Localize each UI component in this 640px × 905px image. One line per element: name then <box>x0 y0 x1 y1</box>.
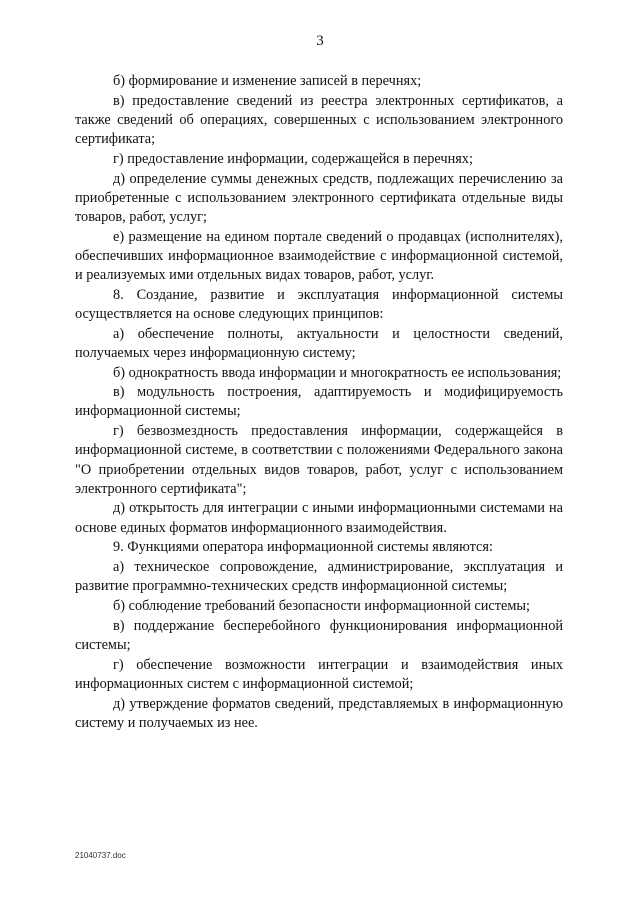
paragraph-14: б) соблюдение требований безопасности информационной системы; <box>113 597 530 614</box>
paragraph-8: б) однократность ввода информации и многократность ее использования; <box>113 364 562 381</box>
paragraph-4: д) определение суммы денежных средств, подлежащих перечислению за приобретенные с использованием электронного сертификата отдельные виды товаров, работ, услуг; <box>75 170 563 225</box>
paragraph-15: в) поддержание бесперебойного функционирования информационной системы; <box>75 617 563 653</box>
paragraph-5: е) размещение на едином портале сведений о продавцах (исполнителях), обеспечивших информационное взаимодействие с информационной системой, и реализуемых ими отдельных видах товаров, работ, услуг. <box>75 228 563 284</box>
paragraph-16: г) обеспечение возможности интеграции и взаимодействия иных информационных систем с информационной системой; <box>75 656 563 692</box>
page-number: 3 <box>316 33 324 49</box>
paragraph-2: в) предоставление сведений из реестра электронных сертификатов, а также сведений об операциях, совершенных с использованием электронного сертификата; <box>75 92 563 148</box>
paragraph-13: а) техническое сопровождение, администрирование, эксплуатация и развитие программно-технических средств информационной системы; <box>75 559 563 595</box>
paragraph-12: 9. Функциями оператора информационной системы являются: <box>113 539 493 556</box>
paragraph-9: в) модульность построения, адаптируемость и модифицируемость информационной системы; <box>75 384 563 420</box>
paragraph-3: г) предоставление информации, содержащейся в перечнях; <box>113 150 473 167</box>
paragraph-7: а) обеспечение полноты, актуальности и целостности сведений, получаемых через информационную систему; <box>75 325 563 361</box>
paragraph-17: д) утверждение форматов сведений, представляемых в информационную систему и получаемых из нее. <box>75 695 563 731</box>
paragraph-10: г) безвозмездность предоставления информации, содержащейся в информационной системе, в соответствии с положениями Федерального закона "О приобретении отдельных видов товаров, работ, услуг с использованием электронного сертификата"; <box>75 423 563 497</box>
paragraph-11: д) открытость для интеграции с иными информационными системами на основе единых форматов информационного взаимодействия. <box>75 500 563 536</box>
file-name-footer: 21040737.doc <box>75 851 126 860</box>
paragraph-1: б) формирование и изменение записей в перечнях; <box>113 73 422 89</box>
paragraph-6: 8. Создание, развитие и эксплуатация информационной системы осуществляется на основе следующих принципов: <box>75 286 563 322</box>
document-body <box>75 72 563 733</box>
